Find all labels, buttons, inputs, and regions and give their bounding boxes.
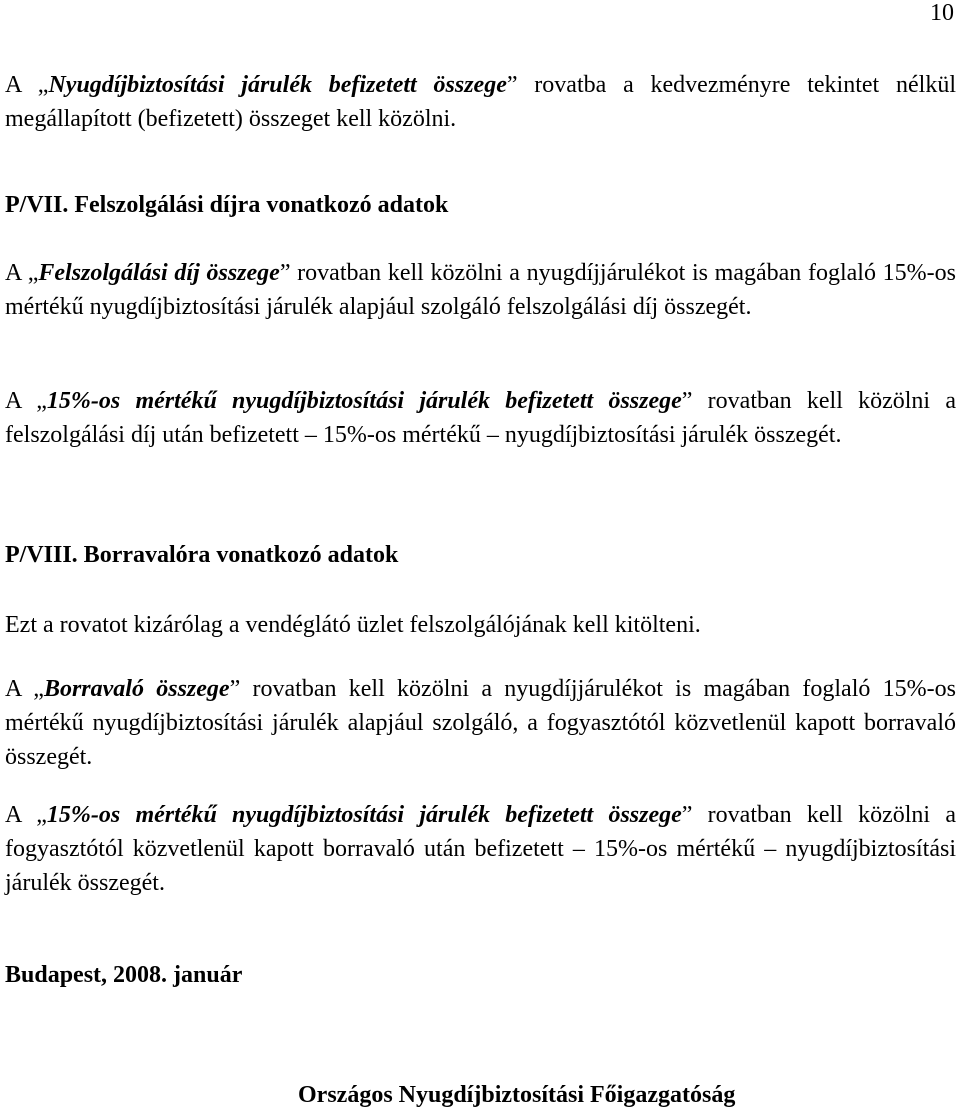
paragraph-prefix: A „: [5, 388, 47, 414]
paragraph-tip-intro: Ezt a rovatot kizárólag a vendéglátó üzlet felszolgálójának kell kitölteni.: [5, 612, 701, 638]
paragraph-contribution-paid: [5, 68, 956, 136]
paragraph-prefix: A „: [5, 802, 47, 828]
paragraph-prefix: A „: [5, 260, 39, 286]
paragraph-text: ” rovatban kell közölni a nyugdíjjárulékot is magában foglaló 15%-os mértékű nyugdíjbiztosítási járulék alapjául szolgáló, a fogyasztótól közvetlenül kapott borravaló összegét.: [5, 676, 956, 770]
paragraph-text: ” rovatba a kedvezményre tekintet nélkül megállapított (befizetett) összeget kell közölni.: [5, 72, 956, 132]
date-line: Budapest, 2008. január: [5, 962, 243, 988]
paragraph-tip-contribution: [5, 798, 956, 900]
paragraph-prefix: A „: [5, 72, 49, 98]
section-heading-vii: P/VII. Felszolgálási díjra vonatkozó adatok: [5, 192, 449, 218]
section-heading-viii: P/VIII. Borravalóra vonatkozó adatok: [5, 542, 399, 568]
paragraph-text: ” rovatban kell közölni a felszolgálási díj után befizetett – 15%-os mértékű – nyugdíjbiztosítási járulék összegét.: [5, 388, 956, 448]
paragraph-text: ” rovatban kell közölni a nyugdíjjárulékot is magában foglaló 15%-os mértékű nyugdíjbiztosítási járulék alapjául szolgáló felszolgálási díj összegét.: [5, 260, 956, 320]
field-name-15pct-contribution-paid: 15%-os mértékű nyugdíjbiztosítási járulék befizetett összege: [46, 388, 682, 414]
paragraph-prefix: A „: [5, 676, 44, 702]
paragraph-service-fee-contribution: [5, 384, 956, 452]
signature: Országos Nyugdíjbiztosítási Főigazgatóság: [298, 1082, 736, 1108]
page-number: 10: [930, 0, 954, 26]
paragraph-service-fee-amount: [5, 256, 956, 324]
paragraph-tip-amount: [5, 672, 956, 774]
paragraph-text: ” rovatban kell közölni a fogyasztótól közvetlenül kapott borravaló után befizetett – 15%-os mértékű – nyugdíjbiztosítási járulék összegét.: [5, 802, 956, 896]
field-name-tip-amount: Borravaló összege: [43, 676, 230, 702]
field-name-service-fee-amount: Felszolgálási díj összege: [38, 260, 280, 286]
field-name-15pct-contribution-paid: 15%-os mértékű nyugdíjbiztosítási járulék befizetett összege: [46, 802, 682, 828]
field-name-contribution-paid: Nyugdíjbiztosítási járulék befizetett összege: [48, 72, 507, 98]
